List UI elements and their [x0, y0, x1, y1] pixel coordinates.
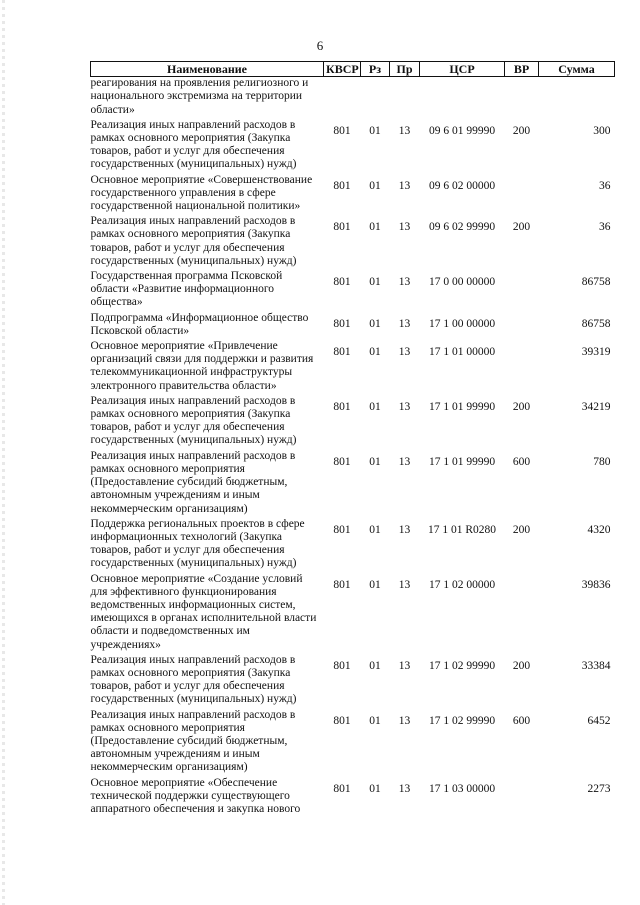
cell-csr: 17 1 01 R0280: [427, 523, 497, 536]
table-row: [91, 215, 615, 270]
cell-vr: 200: [512, 659, 531, 672]
cell-kvsr: 801: [333, 782, 351, 795]
cell-name: Реализация иных направлений расходов в рамках основного мероприятия (Предоставление субсидий бюджетным, автономным учреждениям и иным некоммерческим организациям): [90, 449, 296, 515]
cell-vr: [505, 340, 539, 395]
cell-sum: 39319: [581, 346, 611, 359]
cell-sum: 36: [599, 179, 611, 192]
table-row: [91, 777, 615, 819]
cell-vr: 200: [512, 523, 531, 536]
cell-rz: 01: [369, 659, 381, 672]
cell-csr: 09 6 02 00000: [428, 179, 496, 192]
cell-csr: 17 1 01 99990: [428, 400, 496, 413]
cell-csr: 17 1 02 99990: [428, 714, 496, 727]
cell-pr: 13: [398, 659, 411, 672]
table-body: [91, 77, 615, 818]
header-kvsr: КВСР: [324, 62, 361, 77]
table-row: [91, 77, 615, 119]
cell-sum: 33384: [581, 659, 611, 672]
cell-vr: 200: [512, 124, 531, 137]
cell-csr: 17 0 00 00000: [428, 276, 496, 289]
cell-kvsr: 801: [333, 179, 351, 192]
cell-name: Основное мероприятие «Совершенствование государственного управления в сфере государственной национальной политики»: [90, 173, 313, 213]
cell-rz: 01: [369, 346, 381, 359]
cell-sum: 36: [599, 221, 611, 234]
cell-vr: 600: [512, 455, 531, 468]
cell-name: Основное мероприятие «Создание условий для эффективного функционирования ведомственных информационных систем, имеющихся в органах исполнительной власти области и подведомственных им учреждениях»: [90, 572, 317, 651]
cell-vr: [505, 174, 539, 216]
cell-rz: 01: [369, 714, 381, 727]
cell-name: Основное мероприятие «Привлечение организаций связи для поддержки и развития телекоммуникационной инфраструктуры электронного правительства области»: [90, 340, 314, 392]
cell-rz: 01: [369, 523, 381, 536]
table-row: [91, 174, 615, 216]
cell-rz: 01: [369, 455, 381, 468]
cell-sum: 780: [593, 455, 611, 468]
budget-table: [90, 61, 615, 818]
cell-vr: [505, 77, 539, 119]
cell-name: Поддержка региональных проектов в сфере информационных технологий (Закупка товаров, работ и услуг для обеспечения государственных (муниципальных) нужд): [90, 517, 305, 570]
cell-name: Реализация иных направлений расходов в рамках основного мероприятия (Закупка товаров, работ и услуг для обеспечения государственных (муниципальных) нужд): [90, 118, 297, 171]
table-row: [91, 709, 615, 777]
cell-rz: 01: [369, 179, 381, 192]
cell-rz: 01: [369, 578, 381, 591]
cell-kvsr: 801: [333, 455, 351, 468]
cell-rz: [361, 77, 390, 119]
cell-rz: 01: [369, 400, 381, 413]
cell-pr: 13: [398, 124, 411, 137]
header-csr: ЦСР: [420, 62, 505, 77]
cell-csr: 17 1 01 99990: [428, 455, 496, 468]
cell-name: Подпрограмма «Информационное общество Псковской области»: [90, 311, 309, 337]
cell-csr: 17 1 01 00000: [428, 346, 496, 359]
cell-sum: 300: [593, 124, 611, 137]
cell-pr: 13: [398, 714, 411, 727]
cell-vr: [505, 777, 539, 819]
cell-vr: 600: [512, 714, 531, 727]
cell-sum: 86758: [581, 317, 611, 330]
cell-name: реагирования на проявления религиозного и национального экстремизма на территории области»: [90, 77, 309, 116]
cell-kvsr: 801: [333, 659, 351, 672]
cell-pr: 13: [398, 317, 411, 330]
cell-kvsr: 801: [333, 578, 351, 591]
header-sum: Сумма: [539, 62, 615, 77]
cell-pr: 13: [398, 782, 411, 795]
header-rz: Рз: [361, 62, 390, 77]
cell-kvsr: 801: [333, 714, 351, 727]
cell-kvsr: [324, 77, 361, 119]
cell-vr: [505, 270, 539, 312]
cell-vr: [505, 573, 539, 654]
cell-kvsr: 801: [333, 346, 351, 359]
cell-csr: 17 1 02 00000: [428, 578, 496, 591]
cell-sum: 4320: [587, 523, 611, 536]
cell-rz: 01: [369, 317, 381, 330]
cell-vr: 200: [512, 221, 531, 234]
cell-pr: 13: [398, 455, 411, 468]
cell-pr: 13: [398, 179, 411, 192]
cell-kvsr: 801: [333, 221, 351, 234]
cell-vr: 200: [512, 400, 531, 413]
cell-pr: 13: [398, 400, 411, 413]
cell-sum: 34219: [581, 400, 611, 413]
cell-kvsr: 801: [333, 276, 351, 289]
header-pr: Пр: [390, 62, 420, 77]
cell-csr: 09 6 02 99990: [428, 221, 496, 234]
cell-csr: 17 1 03 00000: [428, 782, 496, 795]
cell-sum: 2273: [587, 782, 611, 795]
table-row: [91, 340, 615, 395]
table-row: [91, 395, 615, 450]
table-row: [91, 270, 615, 312]
table-row: [91, 573, 615, 654]
cell-kvsr: 801: [333, 400, 351, 413]
header-name: Наименование: [91, 62, 324, 77]
table-row: [91, 654, 615, 709]
table-row: [91, 312, 615, 340]
cell-sum: 39836: [581, 578, 611, 591]
header-vr: ВР: [505, 62, 539, 77]
scan-edge-shadow: [2, 0, 5, 905]
cell-name: Государственная программа Псковской области «Развитие информационного общества»: [90, 270, 283, 309]
page-number: 6: [316, 38, 324, 53]
cell-pr: 13: [398, 346, 411, 359]
cell-rz: 01: [369, 782, 381, 795]
cell-csr: 17 1 00 00000: [428, 317, 496, 330]
table-header-row: [91, 62, 615, 77]
cell-rz: 01: [369, 221, 381, 234]
table-row: [91, 450, 615, 518]
table-row: [91, 518, 615, 573]
cell-sum: 6452: [587, 714, 611, 727]
cell-kvsr: 801: [333, 124, 351, 137]
cell-name: Реализация иных направлений расходов в рамках основного мероприятия (Предоставление субсидий бюджетным, автономным учреждениям и иным некоммерческим организациям): [90, 708, 296, 774]
cell-name: Реализация иных направлений расходов в рамках основного мероприятия (Закупка товаров, работ и услуг для обеспечения государственных (муниципальных) нужд): [90, 215, 297, 267]
cell-rz: 01: [369, 276, 381, 289]
cell-sum: 86758: [581, 276, 611, 289]
cell-name: Реализация иных направлений расходов в рамках основного мероприятия (Закупка товаров, работ и услуг для обеспечения государственных (муниципальных) нужд): [90, 394, 297, 447]
cell-sum: [539, 77, 615, 119]
cell-kvsr: 801: [333, 523, 351, 536]
cell-name: Реализация иных направлений расходов в рамках основного мероприятия (Закупка товаров, работ и услуг для обеспечения государственных (муниципальных) нужд): [90, 653, 297, 706]
cell-rz: 01: [369, 124, 381, 137]
cell-csr: 09 6 01 99990: [428, 124, 496, 137]
cell-pr: 13: [398, 578, 411, 591]
cell-csr: [420, 77, 505, 119]
cell-kvsr: 801: [333, 317, 351, 330]
table-row: [91, 119, 615, 174]
cell-name: Основное мероприятие «Обеспечение технической поддержки существующего аппаратного обеспечения и закупка нового: [90, 776, 301, 815]
cell-csr: 17 1 02 99990: [428, 659, 496, 672]
cell-vr: [505, 312, 539, 340]
cell-pr: [390, 77, 420, 119]
cell-pr: 13: [398, 276, 411, 289]
cell-pr: 13: [398, 523, 411, 536]
cell-pr: 13: [398, 221, 411, 234]
